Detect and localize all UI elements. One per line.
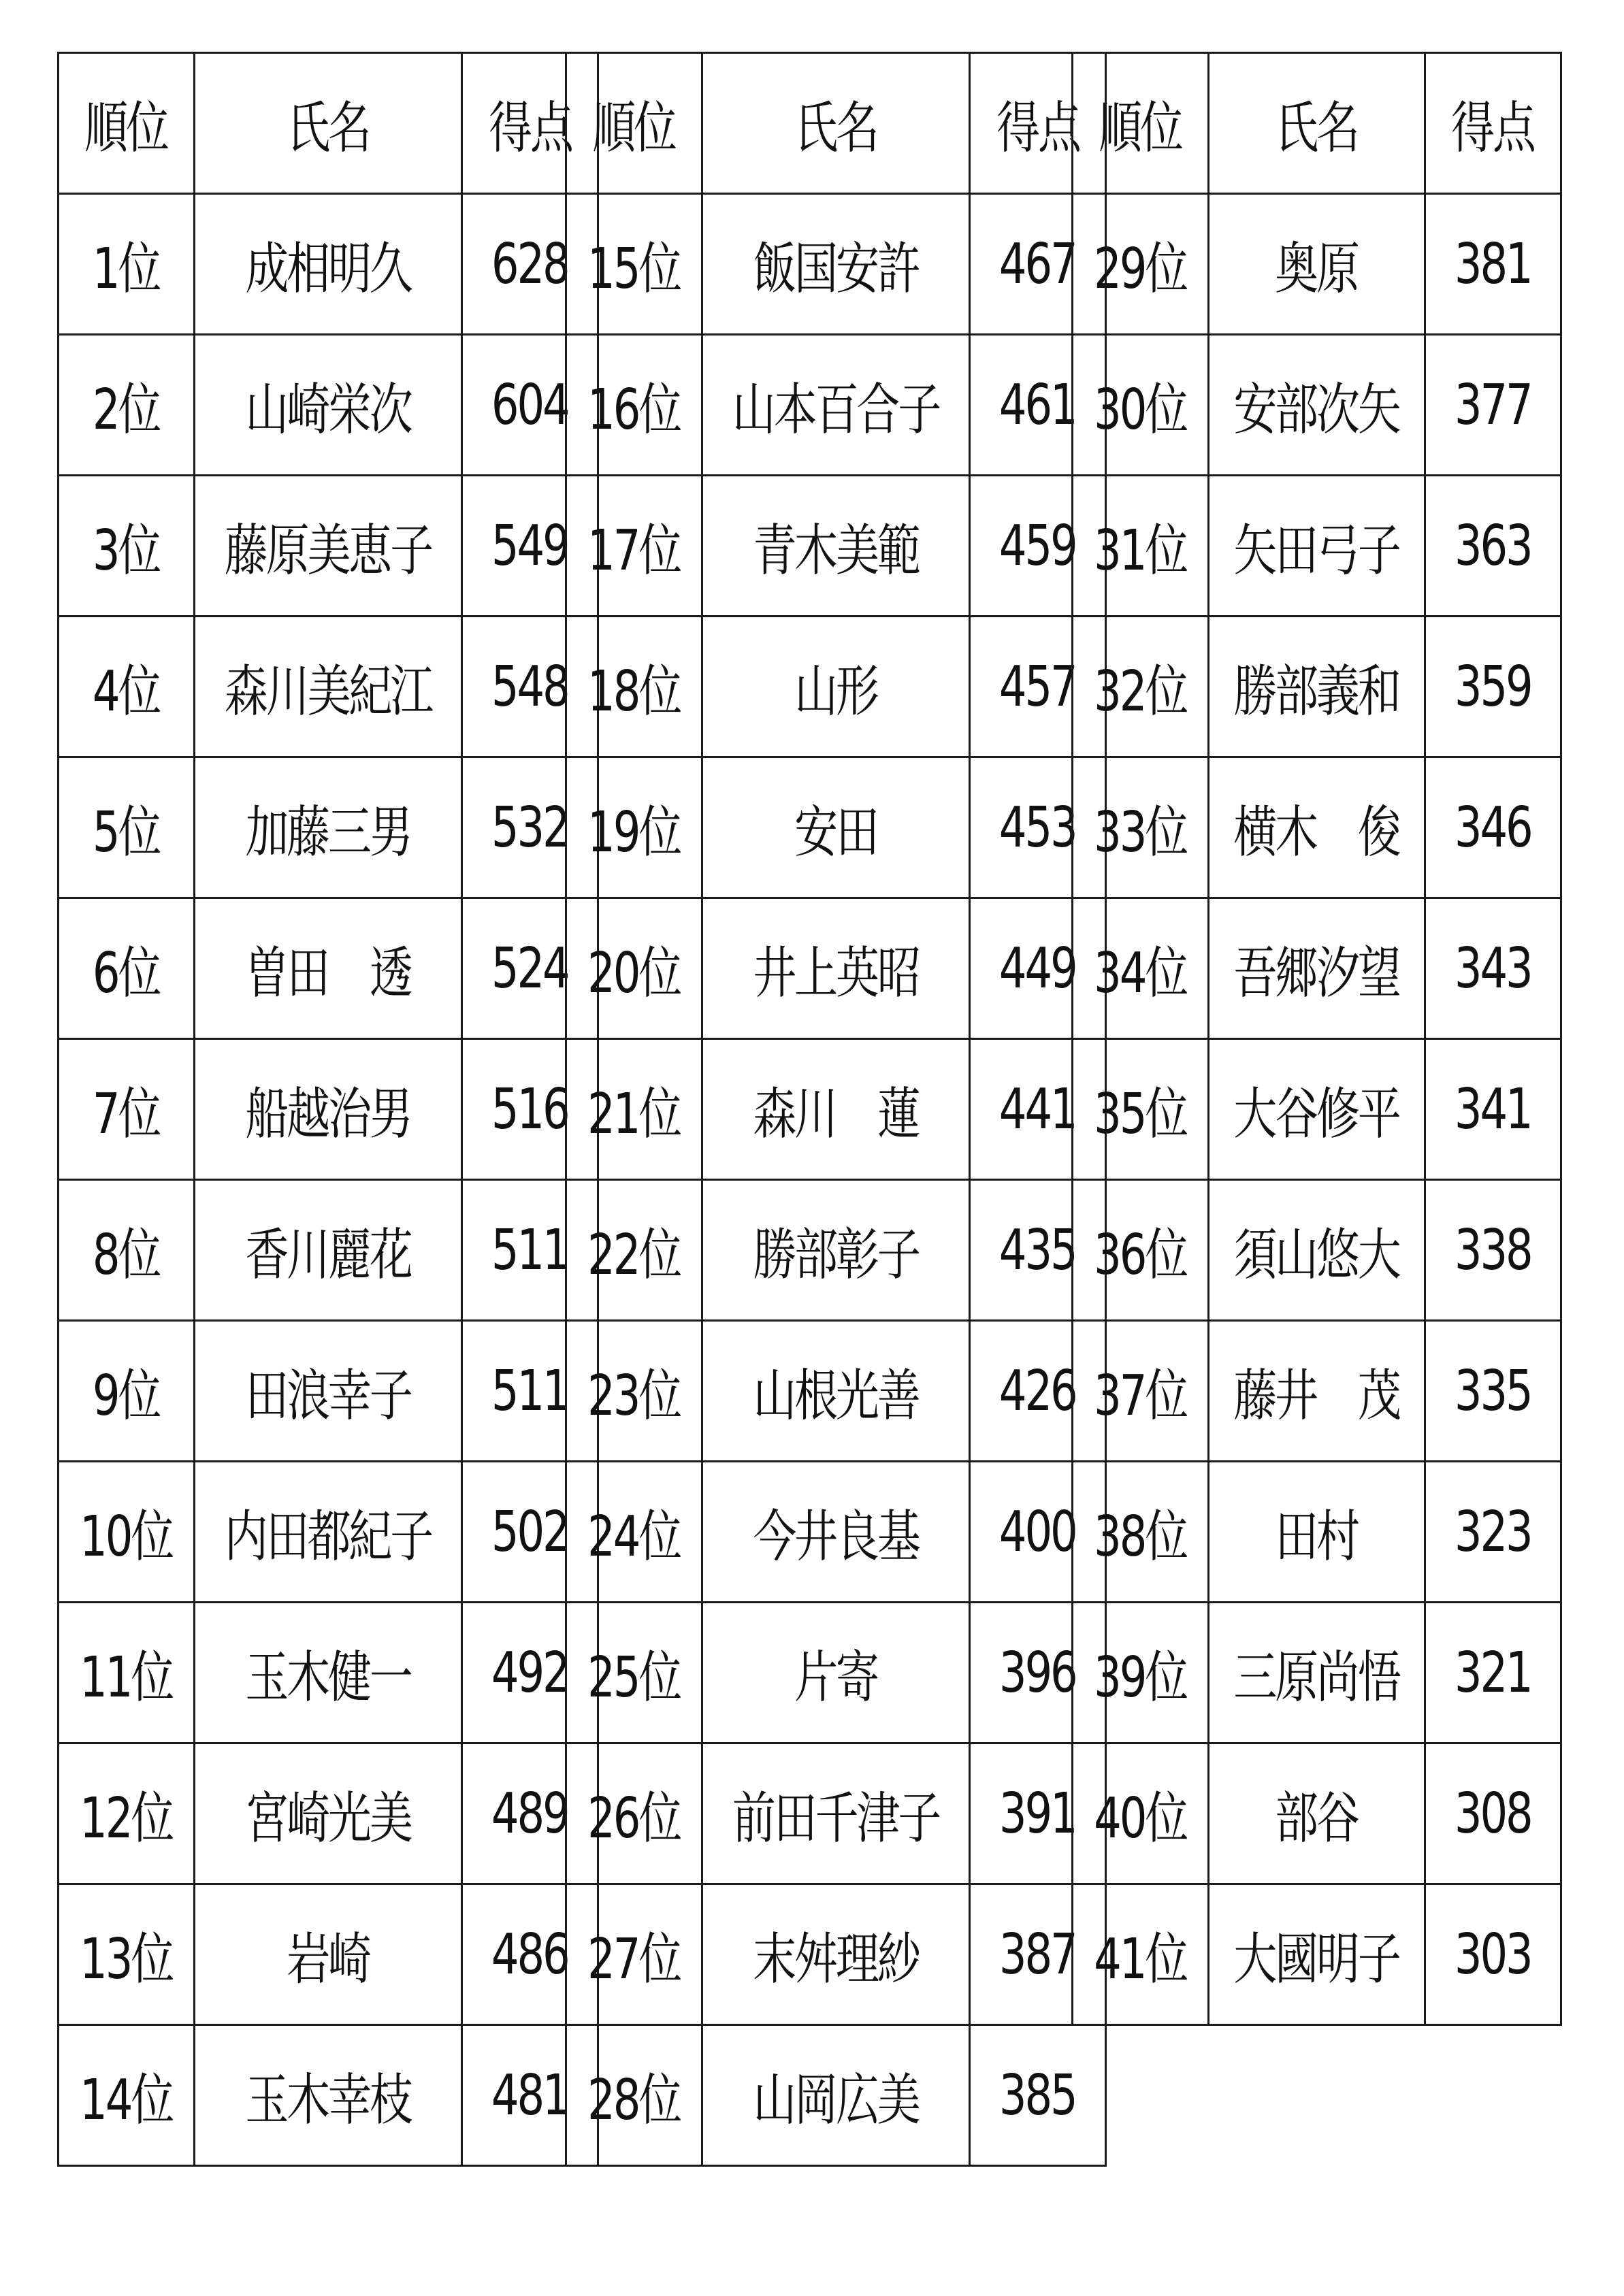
header-rank: 順位 xyxy=(59,53,195,194)
cell-name: 飯国安許 xyxy=(702,194,970,335)
cell-score: 343 xyxy=(1425,898,1561,1039)
ranking-table-3 xyxy=(1071,52,1562,2026)
cell-rank: 29位 xyxy=(1073,194,1209,335)
cell-rank: 7位 xyxy=(59,1039,195,1180)
cell-score: 338 xyxy=(1425,1180,1561,1321)
cell-name: 部谷 xyxy=(1209,1743,1425,1884)
table-row xyxy=(59,2025,598,2166)
cell-score: 459 xyxy=(970,476,1106,617)
cell-name: 山本百合子 xyxy=(702,335,970,476)
ranking-table-2 xyxy=(565,52,1107,2167)
cell-name: 田浪幸子 xyxy=(195,1321,462,1462)
table-row xyxy=(1073,1743,1561,1884)
cell-name: 末舛理紗 xyxy=(702,1884,970,2025)
header-score: 得点 xyxy=(970,53,1106,194)
cell-rank: 28位 xyxy=(566,2025,702,2166)
cell-score: 346 xyxy=(1425,757,1561,898)
cell-name: 藤原美恵子 xyxy=(195,476,462,617)
cell-name: 山崎栄次 xyxy=(195,335,462,476)
header-name: 氏名 xyxy=(195,53,462,194)
cell-name: 勝部彰子 xyxy=(702,1180,970,1321)
header-score: 得点 xyxy=(1425,53,1561,194)
cell-name: 勝部義和 xyxy=(1209,617,1425,757)
cell-name: 安田 xyxy=(702,757,970,898)
cell-score: 341 xyxy=(1425,1039,1561,1180)
cell-score: 486 xyxy=(462,1884,598,2025)
cell-rank: 39位 xyxy=(1073,1603,1209,1743)
table-row xyxy=(59,1039,598,1180)
cell-name: 宮崎光美 xyxy=(195,1743,462,1884)
cell-name: 山根光善 xyxy=(702,1321,970,1462)
table-row xyxy=(1073,757,1561,898)
cell-rank: 38位 xyxy=(1073,1462,1209,1603)
cell-name: 船越治男 xyxy=(195,1039,462,1180)
table-row xyxy=(59,476,598,617)
cell-rank: 14位 xyxy=(59,2025,195,2166)
cell-score: 396 xyxy=(970,1603,1106,1743)
cell-name: 加藤三男 xyxy=(195,757,462,898)
cell-rank: 11位 xyxy=(59,1603,195,1743)
ranking-table-1 xyxy=(57,52,599,2167)
cell-name: 矢田弓子 xyxy=(1209,476,1425,617)
header-row xyxy=(566,53,1106,194)
cell-rank: 25位 xyxy=(566,1603,702,1743)
cell-score: 481 xyxy=(462,2025,598,2166)
cell-name: 大國明子 xyxy=(1209,1884,1425,2025)
cell-rank: 17位 xyxy=(566,476,702,617)
cell-name: 片寄 xyxy=(702,1603,970,1743)
cell-score: 387 xyxy=(970,1884,1106,2025)
table-row xyxy=(1073,1321,1561,1462)
table-row xyxy=(566,1321,1106,1462)
cell-name: 藤井 茂 xyxy=(1209,1321,1425,1462)
cell-rank: 12位 xyxy=(59,1743,195,1884)
cell-rank: 5位 xyxy=(59,757,195,898)
cell-score: 400 xyxy=(970,1462,1106,1603)
cell-score: 628 xyxy=(462,194,598,335)
cell-name: 青木美範 xyxy=(702,476,970,617)
table-row xyxy=(566,1884,1106,2025)
cell-name: 三原尚悟 xyxy=(1209,1603,1425,1743)
table-row xyxy=(1073,1180,1561,1321)
table-row xyxy=(59,1743,598,1884)
table-row xyxy=(59,335,598,476)
cell-score: 391 xyxy=(970,1743,1106,1884)
cell-score: 377 xyxy=(1425,335,1561,476)
table-row xyxy=(566,1462,1106,1603)
table-row xyxy=(566,194,1106,335)
cell-name: 香川麗花 xyxy=(195,1180,462,1321)
table-row xyxy=(566,476,1106,617)
cell-name: 大谷修平 xyxy=(1209,1039,1425,1180)
table-row xyxy=(59,1884,598,2025)
cell-score: 363 xyxy=(1425,476,1561,617)
table-row xyxy=(1073,617,1561,757)
cell-score: 449 xyxy=(970,898,1106,1039)
table-row xyxy=(59,1321,598,1462)
cell-rank: 9位 xyxy=(59,1321,195,1462)
cell-rank: 1位 xyxy=(59,194,195,335)
cell-rank: 26位 xyxy=(566,1743,702,1884)
cell-rank: 31位 xyxy=(1073,476,1209,617)
cell-name: 森川 蓮 xyxy=(702,1039,970,1180)
cell-name: 横木 俊 xyxy=(1209,757,1425,898)
table-row xyxy=(59,1462,598,1603)
cell-name: 山岡広美 xyxy=(702,2025,970,2166)
table-row xyxy=(59,617,598,757)
cell-name: 今井良基 xyxy=(702,1462,970,1603)
cell-score: 335 xyxy=(1425,1321,1561,1462)
cell-score: 524 xyxy=(462,898,598,1039)
cell-rank: 22位 xyxy=(566,1180,702,1321)
cell-score: 385 xyxy=(970,2025,1106,2166)
cell-name: 山形 xyxy=(702,617,970,757)
table-row xyxy=(1073,335,1561,476)
cell-rank: 23位 xyxy=(566,1321,702,1462)
cell-score: 359 xyxy=(1425,617,1561,757)
cell-rank: 40位 xyxy=(1073,1743,1209,1884)
table-row xyxy=(1073,476,1561,617)
table-row xyxy=(566,898,1106,1039)
cell-rank: 18位 xyxy=(566,617,702,757)
cell-rank: 8位 xyxy=(59,1180,195,1321)
table-row xyxy=(566,1603,1106,1743)
table-row xyxy=(566,757,1106,898)
table-row xyxy=(1073,1884,1561,2025)
cell-score: 511 xyxy=(462,1321,598,1462)
cell-name: 曽田 透 xyxy=(195,898,462,1039)
cell-name: 内田都紀子 xyxy=(195,1462,462,1603)
table-row xyxy=(1073,898,1561,1039)
cell-score: 321 xyxy=(1425,1603,1561,1743)
cell-rank: 37位 xyxy=(1073,1321,1209,1462)
cell-rank: 34位 xyxy=(1073,898,1209,1039)
cell-rank: 6位 xyxy=(59,898,195,1039)
table-row xyxy=(566,617,1106,757)
cell-score: 502 xyxy=(462,1462,598,1603)
header-row xyxy=(59,53,598,194)
cell-score: 323 xyxy=(1425,1462,1561,1603)
cell-rank: 21位 xyxy=(566,1039,702,1180)
header-row xyxy=(1073,53,1561,194)
cell-name: 安部次矢 xyxy=(1209,335,1425,476)
cell-score: 435 xyxy=(970,1180,1106,1321)
table-row xyxy=(59,194,598,335)
cell-rank: 27位 xyxy=(566,1884,702,2025)
table-row xyxy=(1073,1603,1561,1743)
cell-score: 461 xyxy=(970,335,1106,476)
cell-rank: 2位 xyxy=(59,335,195,476)
cell-rank: 4位 xyxy=(59,617,195,757)
header-name: 氏名 xyxy=(702,53,970,194)
cell-score: 548 xyxy=(462,617,598,757)
table-row xyxy=(1073,1462,1561,1603)
cell-name: 玉木健一 xyxy=(195,1603,462,1743)
header-rank: 順位 xyxy=(566,53,702,194)
table-row xyxy=(566,1039,1106,1180)
cell-rank: 16位 xyxy=(566,335,702,476)
cell-rank: 41位 xyxy=(1073,1884,1209,2025)
table-row xyxy=(566,335,1106,476)
cell-rank: 15位 xyxy=(566,194,702,335)
cell-name: 田村 xyxy=(1209,1462,1425,1603)
cell-score: 604 xyxy=(462,335,598,476)
cell-rank: 33位 xyxy=(1073,757,1209,898)
table-row xyxy=(59,1603,598,1743)
cell-name: 井上英昭 xyxy=(702,898,970,1039)
cell-score: 467 xyxy=(970,194,1106,335)
cell-name: 玉木幸枝 xyxy=(195,2025,462,2166)
cell-score: 516 xyxy=(462,1039,598,1180)
cell-rank: 30位 xyxy=(1073,335,1209,476)
cell-score: 303 xyxy=(1425,1884,1561,2025)
cell-name: 須山悠大 xyxy=(1209,1180,1425,1321)
header-score: 得点 xyxy=(462,53,598,194)
cell-name: 前田千津子 xyxy=(702,1743,970,1884)
header-name: 氏名 xyxy=(1209,53,1425,194)
cell-rank: 3位 xyxy=(59,476,195,617)
cell-rank: 10位 xyxy=(59,1462,195,1603)
cell-rank: 24位 xyxy=(566,1462,702,1603)
cell-name: 奥原 xyxy=(1209,194,1425,335)
cell-score: 457 xyxy=(970,617,1106,757)
table-row xyxy=(566,1743,1106,1884)
cell-rank: 13位 xyxy=(59,1884,195,2025)
cell-name: 岩崎 xyxy=(195,1884,462,2025)
table-row xyxy=(566,1180,1106,1321)
cell-name: 森川美紀江 xyxy=(195,617,462,757)
cell-score: 549 xyxy=(462,476,598,617)
table-row xyxy=(566,2025,1106,2166)
cell-score: 489 xyxy=(462,1743,598,1884)
table-row xyxy=(59,1180,598,1321)
table-row xyxy=(59,898,598,1039)
cell-rank: 32位 xyxy=(1073,617,1209,757)
cell-score: 532 xyxy=(462,757,598,898)
cell-score: 381 xyxy=(1425,194,1561,335)
cell-score: 511 xyxy=(462,1180,598,1321)
table-row xyxy=(59,757,598,898)
table-row xyxy=(1073,194,1561,335)
table-row xyxy=(1073,1039,1561,1180)
cell-rank: 36位 xyxy=(1073,1180,1209,1321)
cell-score: 441 xyxy=(970,1039,1106,1180)
cell-rank: 35位 xyxy=(1073,1039,1209,1180)
cell-name: 成相明久 xyxy=(195,194,462,335)
header-rank: 順位 xyxy=(1073,53,1209,194)
cell-score: 426 xyxy=(970,1321,1106,1462)
cell-score: 453 xyxy=(970,757,1106,898)
cell-rank: 19位 xyxy=(566,757,702,898)
cell-score: 308 xyxy=(1425,1743,1561,1884)
cell-rank: 20位 xyxy=(566,898,702,1039)
cell-score: 492 xyxy=(462,1603,598,1743)
cell-name: 吾郷汐望 xyxy=(1209,898,1425,1039)
